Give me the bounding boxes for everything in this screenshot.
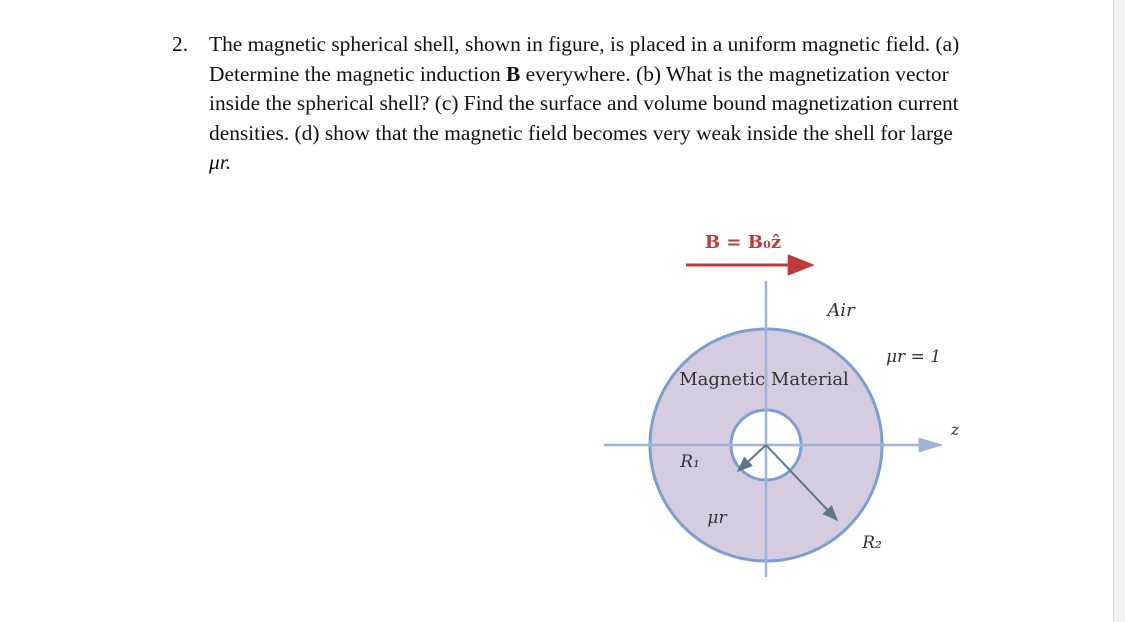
r2-label: R₂ [862, 533, 882, 553]
problem-line-2-post: everywhere. (b) What is the magnetization vector [520, 61, 949, 86]
problem-statement [172, 30, 992, 178]
field-label: B = B₀ẑ [704, 232, 782, 253]
problem-line-2-bold: B [506, 61, 521, 86]
material-label: Magnetic Material [679, 369, 849, 390]
mu-air-label: μr = 1 [886, 347, 942, 367]
problem-line-5: μr. [209, 150, 232, 174]
air-label: Air [827, 300, 855, 321]
problem-line-2-pre: Determine the magnetic induction [209, 61, 506, 86]
problem-line-1: The magnetic spherical shell, shown in figure, is placed in a uniform magnetic field. (a) [209, 32, 960, 56]
mu-material-label: μr [707, 508, 727, 528]
r1-label: R₁ [680, 452, 700, 472]
problem-line-2 [209, 60, 992, 90]
problem-line-4: densities. (d) show that the magnetic field becomes very weak inside the shell for large [209, 120, 953, 145]
z-axis-label: z [950, 420, 960, 439]
problem-line-3: inside the spherical shell? (c) Find the surface and volume bound magnetization current [209, 91, 959, 115]
shell-figure [585, 215, 985, 595]
shell-diagram [585, 215, 985, 595]
problem-text [209, 30, 992, 178]
problem-number: 2. [172, 32, 189, 56]
